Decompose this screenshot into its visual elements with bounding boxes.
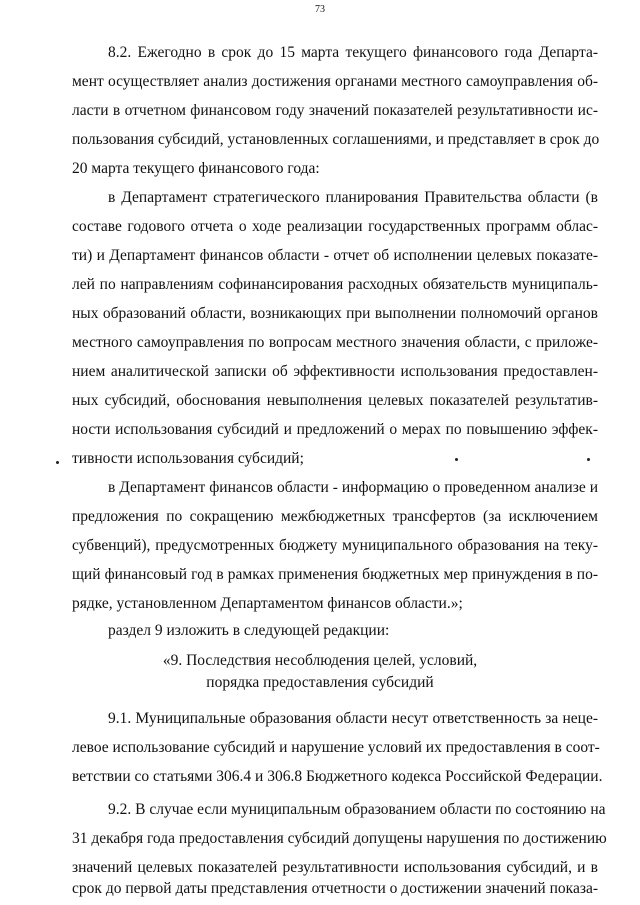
text-line <box>0 330 640 356</box>
text-line <box>0 591 640 617</box>
line-text: левое использование субсидий и нарушение условий их предоставления в соот- <box>72 739 600 756</box>
text-line <box>0 272 640 298</box>
text-line <box>0 243 640 269</box>
line-text: значений целевых показателей результативности использования субсидий, и в <box>72 859 598 876</box>
text-line <box>0 417 640 443</box>
text-line <box>0 706 640 732</box>
line-text: 9.2. В случае если муниципальным образованием области по состоянию на <box>108 801 606 818</box>
text-line <box>0 156 640 182</box>
text-line <box>0 185 640 211</box>
line-text: 20 марта текущего финансового года: <box>72 160 320 177</box>
text-line <box>0 876 640 902</box>
line-text: щий финансовый год в рамках применения бюджетных мер принуждения в по- <box>72 566 598 583</box>
text-line <box>0 40 640 66</box>
line-text: составе годового отчета о ходе реализации государственных программ облас- <box>72 218 598 235</box>
section-heading <box>0 670 640 696</box>
text-line <box>0 562 640 588</box>
text-line <box>0 127 640 153</box>
line-text: «9. Последствия несоблюдения целей, условий, <box>162 652 478 669</box>
line-text: субвенций), предусмотренных бюджету муниципального образования на теку- <box>72 537 598 554</box>
page-number: 73 <box>315 4 325 15</box>
line-text: 8.2. Ежегодно в срок до 15 марта текущего финансового года Департа- <box>108 44 598 61</box>
line-text: ветствии со статьями 306.4 и 306.8 Бюджетного кодекса Российской Федерации. <box>72 768 603 785</box>
text-line <box>0 98 640 124</box>
text-line <box>0 618 640 644</box>
line-text: в Департамент финансов области - информацию о проведенном анализе и <box>108 479 598 496</box>
scan-mark <box>56 461 59 464</box>
line-text: порядка предоставления субсидий <box>206 674 434 691</box>
text-line <box>0 214 640 240</box>
line-text: нием аналитической записки об эффективности использования предоставлен- <box>72 363 598 380</box>
line-text: тивности использования субсидий; <box>72 450 304 467</box>
line-text: раздел 9 изложить в следующей редакции: <box>108 622 390 639</box>
line-text: ных субсидий, обоснования невыполнения целевых показателей результатив- <box>72 392 598 409</box>
text-line <box>0 735 640 761</box>
line-text: 9.1. Муниципальные образования области несут ответственность за неце- <box>108 710 598 727</box>
text-line <box>0 301 640 327</box>
text-line <box>0 475 640 501</box>
text-line <box>0 764 640 790</box>
text-line <box>0 797 640 823</box>
line-text: 31 декабря года предоставления субсидий допущены нарушения по достижению <box>72 830 607 847</box>
line-text: предложения по сокращению межбюджетных трансфертов (за исключением <box>72 508 598 525</box>
line-text: местного самоуправления по вопросам местного значения области, с приложе- <box>72 334 598 351</box>
text-line <box>0 504 640 530</box>
line-text: пользования субсидий, установленных соглашениями, и представляет в срок до <box>72 131 600 148</box>
scan-mark <box>455 458 458 461</box>
text-line <box>0 69 640 95</box>
line-text: ласти в отчетном финансовом году значений показателей результативности ис- <box>72 102 598 119</box>
line-text: рядке, установленном Департаментом финансов области.»; <box>72 595 463 612</box>
line-text: ных образований области, возникающих при выполнении полномочий органов <box>72 305 598 322</box>
line-text: лей по направлениям софинансирования расходных обязательств муниципаль- <box>72 276 598 293</box>
line-text: срок до первой даты представления отчетности о достижении значений показа- <box>72 880 598 897</box>
line-text: ти) и Департамент финансов области - отчет об исполнении целевых показате- <box>72 247 598 264</box>
line-text: мент осуществляет анализ достижения органами местного самоуправления об- <box>72 73 598 90</box>
text-line <box>0 533 640 559</box>
line-text: ности использования субсидий и предложений о мерах по повышению эффек- <box>72 421 598 438</box>
text-line <box>0 359 640 385</box>
text-line <box>0 388 640 414</box>
scan-mark <box>587 458 590 461</box>
line-text: в Департамент стратегического планирования Правительства области (в <box>108 189 598 206</box>
text-line <box>0 446 640 472</box>
text-line <box>0 826 640 852</box>
